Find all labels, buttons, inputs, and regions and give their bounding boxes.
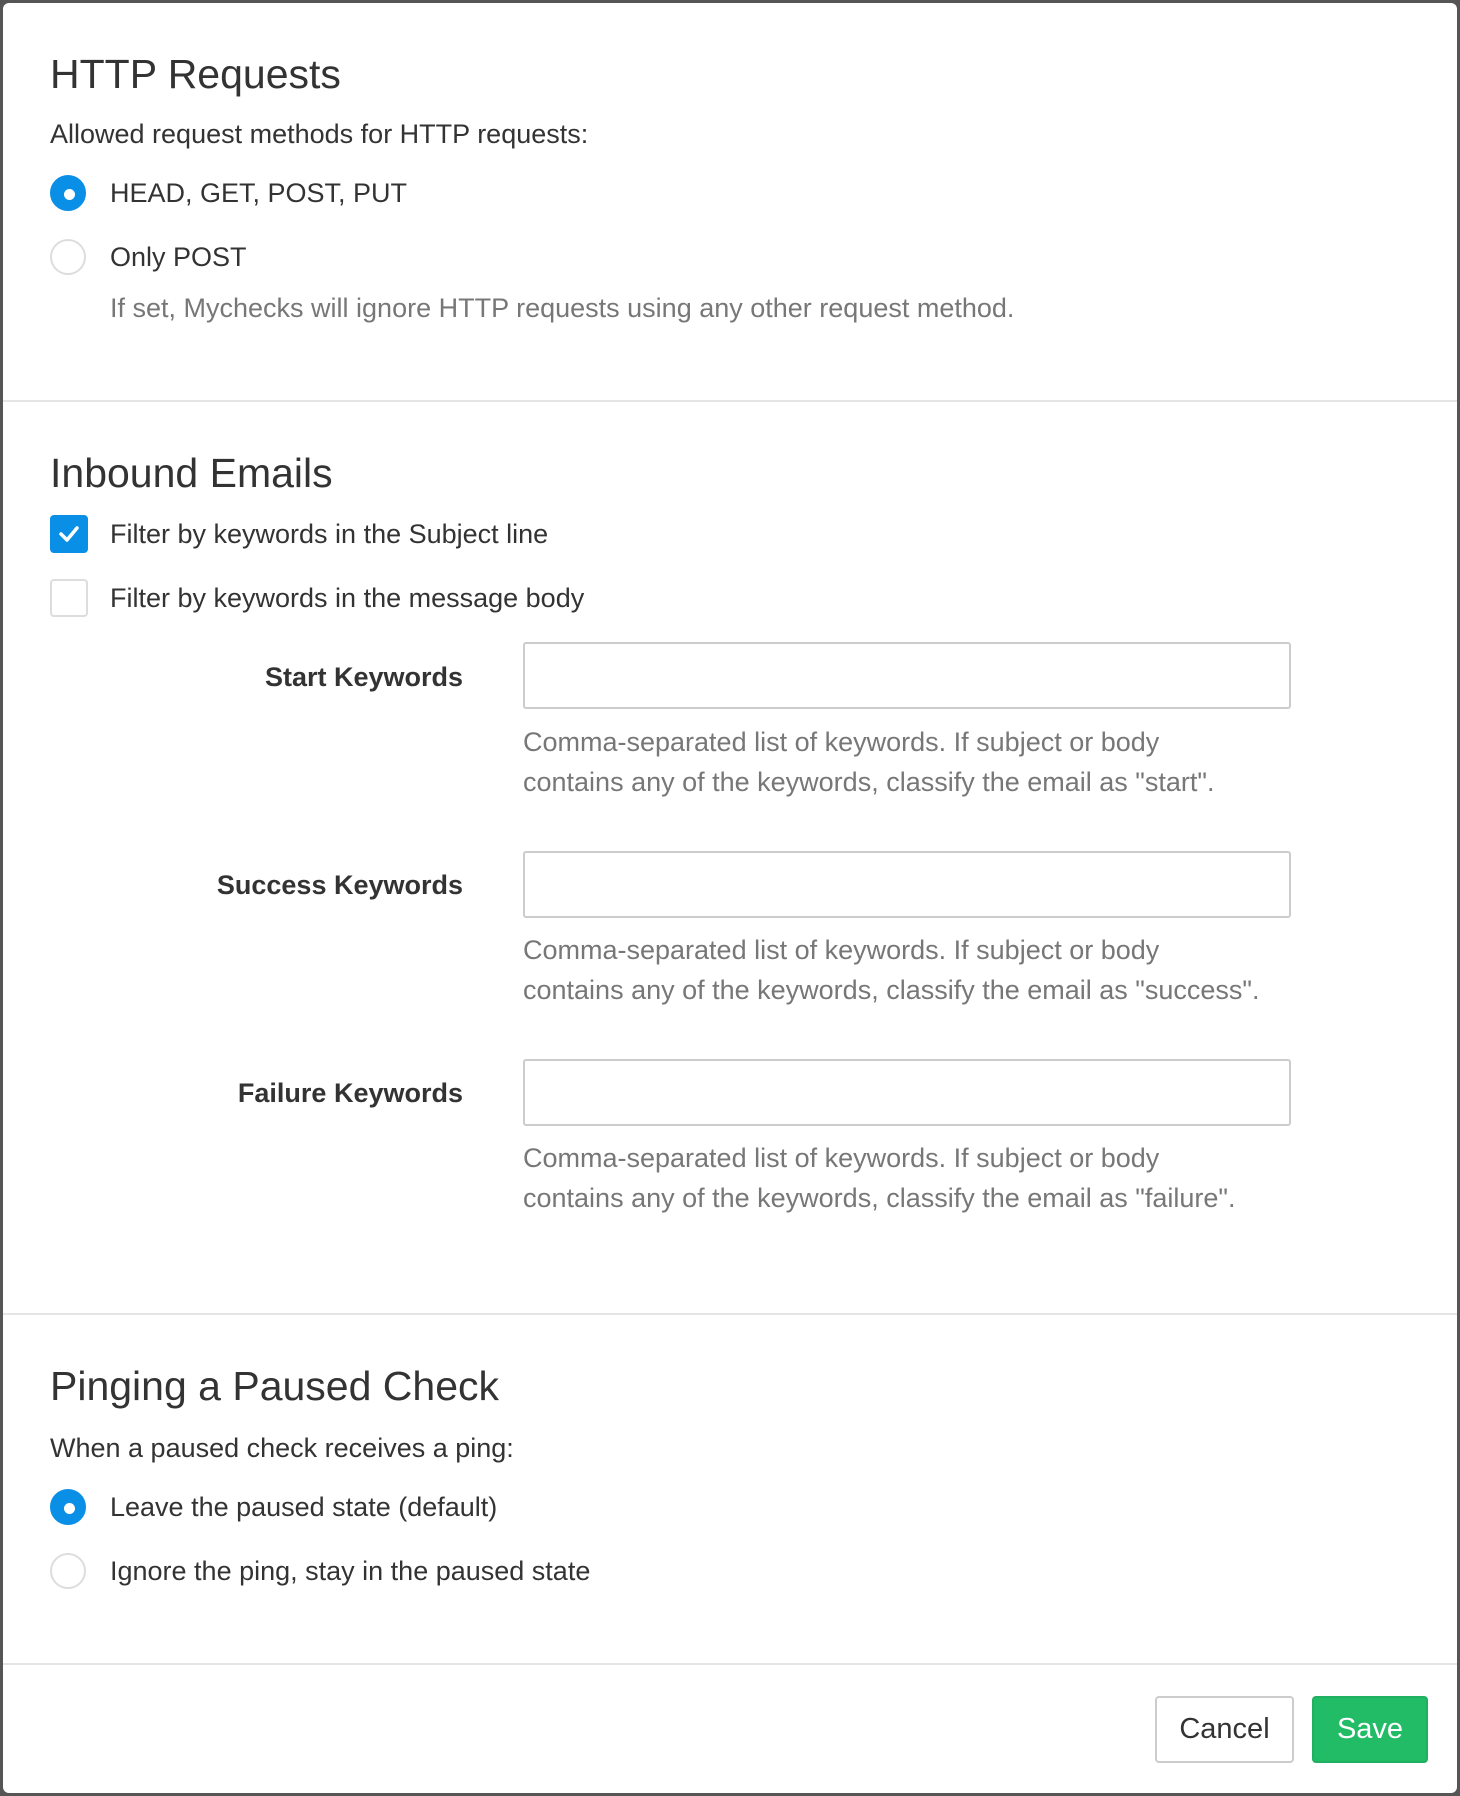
footer-divider <box>3 1663 1457 1665</box>
paused-check-prompt: When a paused check receives a ping: <box>50 1433 514 1463</box>
radio-label-ignore-ping[interactable]: Ignore the ping, stay in the paused state <box>110 1556 591 1586</box>
cancel-button[interactable]: Cancel <box>1155 1696 1294 1763</box>
success-keywords-input[interactable] <box>523 851 1291 918</box>
checkbox-filter-body[interactable] <box>50 579 88 617</box>
radio-only-post[interactable] <box>50 239 86 275</box>
failure-keywords-label: Failure Keywords <box>237 1078 463 1108</box>
success-keywords-help: Comma-separated list of keywords. If subject or body contains any of the keywords, classify the email as "success". <box>523 935 1260 1005</box>
failure-keywords-input[interactable] <box>523 1059 1291 1126</box>
section-divider <box>3 400 1457 402</box>
success-keywords-label: Success Keywords <box>216 870 463 900</box>
http-methods-prompt: Allowed request methods for HTTP requests: <box>50 119 589 149</box>
start-keywords-help: Comma-separated list of keywords. If subject or body contains any of the keywords, classify the email as "start". <box>523 727 1215 797</box>
save-button[interactable]: Save <box>1312 1696 1428 1763</box>
checkmark-icon <box>52 517 86 551</box>
checkbox-filter-subject[interactable] <box>50 515 88 553</box>
radio-label-leave-paused[interactable]: Leave the paused state (default) <box>110 1492 498 1522</box>
paused-check-heading: Pinging a Paused Check <box>50 1363 500 1409</box>
radio-label-head-get-post-put[interactable]: HEAD, GET, POST, PUT <box>110 178 408 208</box>
checkbox-label-filter-body[interactable]: Filter by keywords in the message body <box>110 583 585 613</box>
radio-leave-paused[interactable] <box>50 1489 86 1525</box>
http-methods-help: If set, Mychecks will ignore HTTP requests using any other request method. <box>110 293 1015 323</box>
start-keywords-input[interactable] <box>523 642 1291 709</box>
http-requests-heading: HTTP Requests <box>50 51 341 97</box>
failure-keywords-help: Comma-separated list of keywords. If subject or body contains any of the keywords, classify the email as "failure". <box>523 1143 1236 1213</box>
checkbox-label-filter-subject[interactable]: Filter by keywords in the Subject line <box>110 519 549 549</box>
inbound-emails-heading: Inbound Emails <box>50 450 333 496</box>
section-divider <box>3 1313 1457 1315</box>
radio-head-get-post-put[interactable] <box>50 175 86 211</box>
radio-ignore-ping[interactable] <box>50 1553 86 1589</box>
filtering-rules-modal <box>3 3 1457 1793</box>
radio-label-only-post[interactable]: Only POST <box>110 242 247 272</box>
start-keywords-label: Start Keywords <box>264 662 463 692</box>
